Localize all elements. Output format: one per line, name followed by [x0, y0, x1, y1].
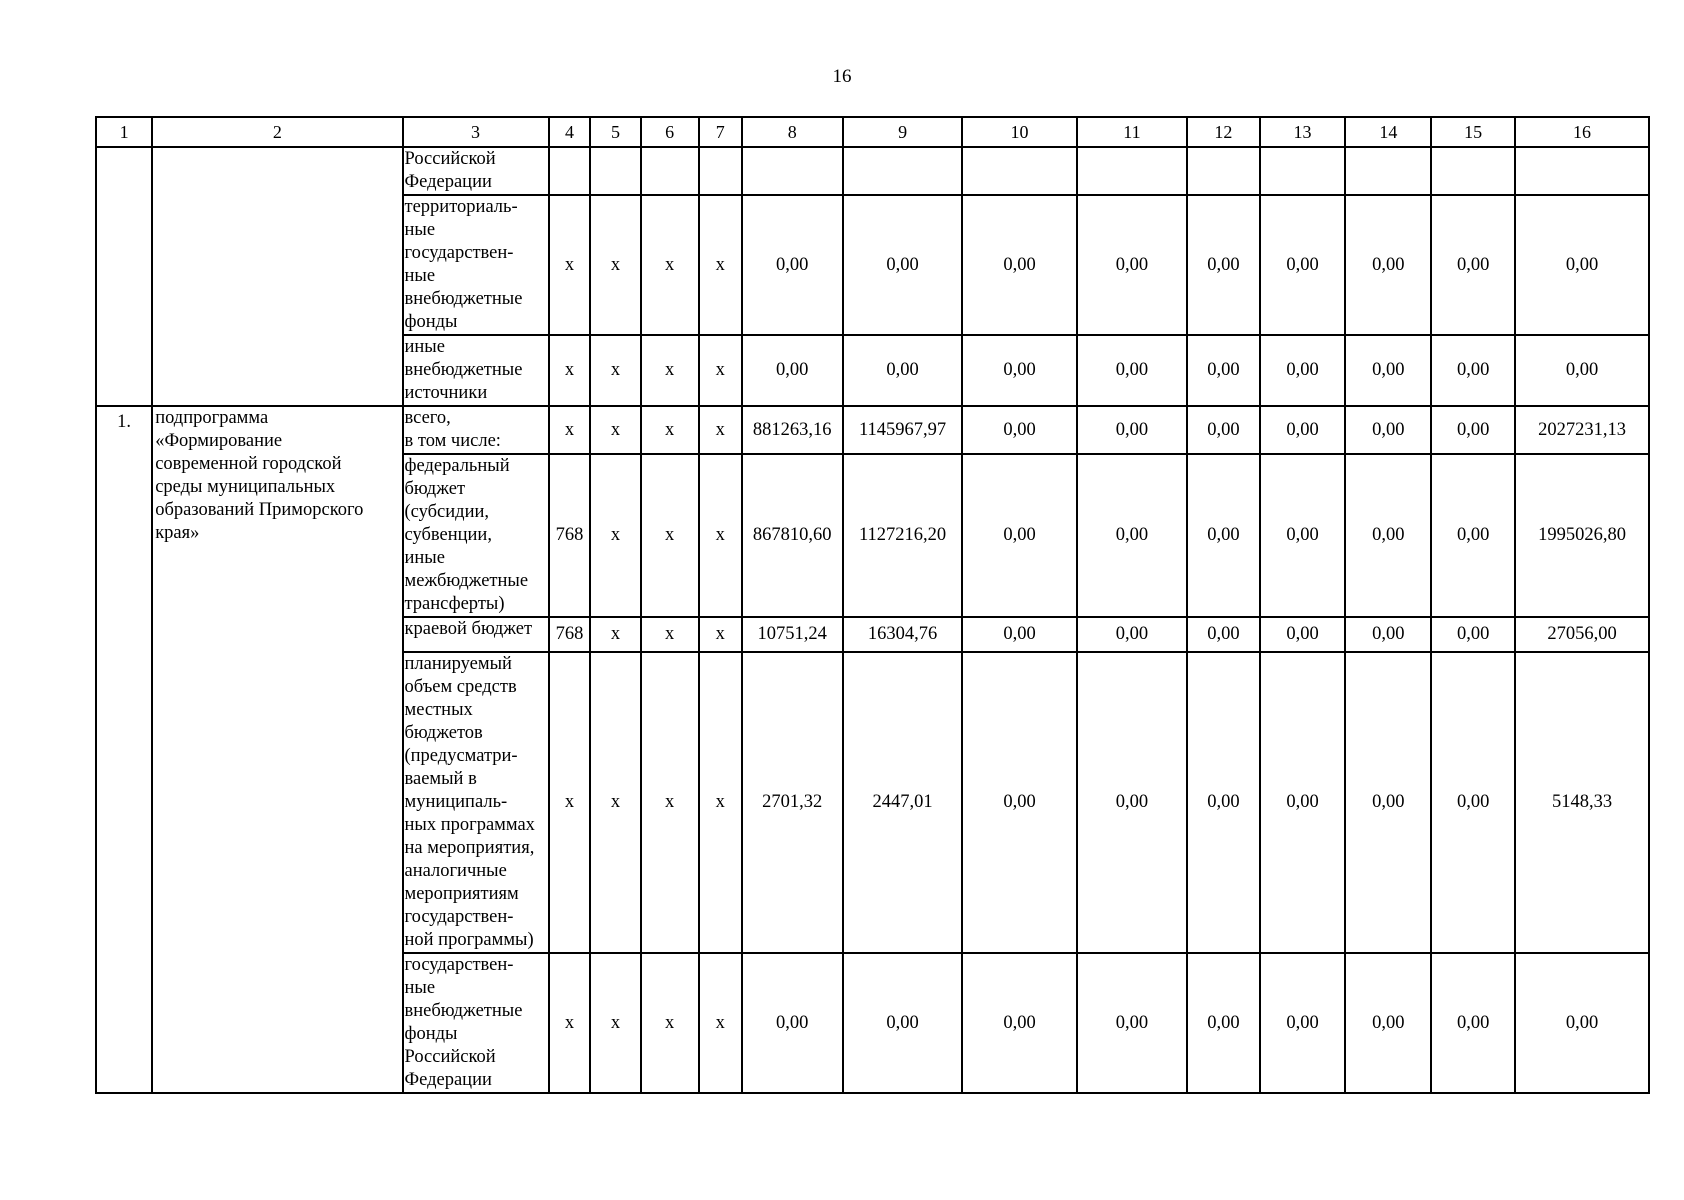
value-cell: 0,00	[1345, 652, 1431, 953]
value-cell: х	[641, 406, 699, 454]
header-cell: 12	[1187, 117, 1260, 147]
value-cell: 0,00	[1260, 335, 1346, 406]
value-cell: 0,00	[1260, 953, 1346, 1093]
value-cell: х	[549, 652, 591, 953]
header-cell: 2	[152, 117, 402, 147]
value-cell: х	[590, 953, 640, 1093]
value-cell: 881263,16	[742, 406, 843, 454]
value-cell: 0,00	[742, 335, 843, 406]
value-cell: 0,00	[1077, 195, 1187, 335]
value-cell: 0,00	[1187, 652, 1260, 953]
value-cell: 5148,33	[1515, 652, 1649, 953]
value-cell: 27056,00	[1515, 617, 1649, 652]
value-cell: 2027231,13	[1515, 406, 1649, 454]
value-cell	[590, 147, 640, 195]
value-cell: х	[549, 195, 591, 335]
program-name-cell	[152, 147, 402, 406]
value-cell: 0,00	[962, 335, 1076, 406]
table-body	[96, 117, 1649, 1093]
value-cell: 0,00	[962, 454, 1076, 617]
value-cell: 0,00	[1187, 454, 1260, 617]
header-cell: 4	[549, 117, 591, 147]
column-number-row	[96, 117, 1649, 147]
value-cell: х	[590, 617, 640, 652]
value-cell: 1995026,80	[1515, 454, 1649, 617]
value-cell	[1187, 147, 1260, 195]
value-cell: х	[549, 953, 591, 1093]
header-cell: 14	[1345, 117, 1431, 147]
table-row	[96, 406, 1649, 454]
table-row	[96, 147, 1649, 195]
value-cell: 0,00	[1187, 617, 1260, 652]
value-cell: 0,00	[1077, 953, 1187, 1093]
value-cell: 10751,24	[742, 617, 843, 652]
value-cell: х	[699, 953, 742, 1093]
value-cell: 0,00	[1431, 652, 1515, 953]
value-cell: 1127216,20	[843, 454, 963, 617]
header-cell: 7	[699, 117, 742, 147]
header-cell: 3	[403, 117, 549, 147]
value-cell: 0,00	[962, 406, 1076, 454]
header-cell: 5	[590, 117, 640, 147]
value-cell: х	[590, 652, 640, 953]
value-cell: 16304,76	[843, 617, 963, 652]
value-cell: 0,00	[1345, 953, 1431, 1093]
value-cell: х	[699, 617, 742, 652]
value-cell: 0,00	[1260, 454, 1346, 617]
value-cell: х	[699, 454, 742, 617]
header-cell: 6	[641, 117, 699, 147]
header-cell: 10	[962, 117, 1076, 147]
value-cell	[843, 147, 963, 195]
value-cell	[641, 147, 699, 195]
value-cell: 0,00	[1345, 195, 1431, 335]
value-cell: 0,00	[1345, 454, 1431, 617]
value-cell: 0,00	[962, 617, 1076, 652]
header-cell: 1	[96, 117, 152, 147]
funding-source-cell: государствен- ные внебюджетные фонды Российской Федерации	[403, 953, 549, 1093]
value-cell: 0,00	[1431, 617, 1515, 652]
funding-source-cell: территориаль- ные государствен- ные внебюджетные фонды	[403, 195, 549, 335]
subprogram-number: 1.	[96, 406, 152, 1093]
value-cell: х	[641, 652, 699, 953]
value-cell: х	[549, 335, 591, 406]
value-cell: 867810,60	[742, 454, 843, 617]
value-cell: 0,00	[1187, 335, 1260, 406]
value-cell: 0,00	[843, 335, 963, 406]
value-cell: х	[590, 335, 640, 406]
value-cell: х	[641, 953, 699, 1093]
value-cell: 0,00	[1515, 953, 1649, 1093]
value-cell	[1260, 147, 1346, 195]
funding-source-cell: Российской Федерации	[403, 147, 549, 195]
value-cell: 0,00	[1187, 406, 1260, 454]
header-cell: 11	[1077, 117, 1187, 147]
funding-source-cell: краевой бюджет	[403, 617, 549, 652]
value-cell: х	[641, 617, 699, 652]
value-cell: 0,00	[1077, 617, 1187, 652]
value-cell	[1345, 147, 1431, 195]
value-cell: 0,00	[742, 195, 843, 335]
value-cell: 0,00	[843, 195, 963, 335]
value-cell: 0,00	[742, 953, 843, 1093]
value-cell: 0,00	[962, 195, 1076, 335]
value-cell	[1077, 147, 1187, 195]
value-cell: х	[590, 454, 640, 617]
header-cell: 16	[1515, 117, 1649, 147]
funding-source-cell: иные внебюджетные источники	[403, 335, 549, 406]
value-cell: х	[641, 335, 699, 406]
value-cell: х	[699, 195, 742, 335]
value-cell: 2701,32	[742, 652, 843, 953]
value-cell: х	[590, 406, 640, 454]
value-cell: 1145967,97	[843, 406, 963, 454]
value-cell: х	[699, 335, 742, 406]
value-cell: 0,00	[962, 953, 1076, 1093]
value-cell	[1515, 147, 1649, 195]
value-cell	[549, 147, 591, 195]
value-cell: х	[699, 652, 742, 953]
funding-source-cell: федеральный бюджет (субсидии, субвенции, иные межбюджетные трансферты)	[403, 454, 549, 617]
value-cell: 0,00	[1431, 953, 1515, 1093]
row-number-cell	[96, 147, 152, 406]
header-cell: 9	[843, 117, 963, 147]
value-cell: 0,00	[1431, 406, 1515, 454]
value-cell: 0,00	[1431, 454, 1515, 617]
value-cell: 0,00	[1260, 652, 1346, 953]
value-cell: 0,00	[1431, 335, 1515, 406]
value-cell: 0,00	[1077, 335, 1187, 406]
value-cell: х	[641, 454, 699, 617]
value-cell: 2447,01	[843, 652, 963, 953]
value-cell: 0,00	[1187, 953, 1260, 1093]
value-cell: 768	[549, 617, 591, 652]
header-cell: 8	[742, 117, 843, 147]
subprogram-name: подпрограмма «Формирование современной городской среды муниципальных образований Приморского края»	[152, 406, 402, 1093]
value-cell: 0,00	[1077, 652, 1187, 953]
value-cell: 0,00	[1260, 617, 1346, 652]
value-cell: 0,00	[1515, 195, 1649, 335]
value-cell: 0,00	[843, 953, 963, 1093]
value-cell: 0,00	[1431, 195, 1515, 335]
budget-table	[95, 116, 1650, 1094]
value-cell	[742, 147, 843, 195]
header-cell: 15	[1431, 117, 1515, 147]
value-cell	[699, 147, 742, 195]
value-cell: 0,00	[1260, 195, 1346, 335]
funding-source-cell: всего, в том числе:	[403, 406, 549, 454]
value-cell: 0,00	[1345, 406, 1431, 454]
value-cell: х	[590, 195, 640, 335]
value-cell: 0,00	[962, 652, 1076, 953]
page-number: 16	[832, 66, 852, 87]
funding-source-cell: планируемый объем средств местных бюджетов (предусматри- ваемый в муниципаль- ных программах на мероприятия, аналогичные мероприятиям государствен- ной программы)	[403, 652, 549, 953]
value-cell: 0,00	[1077, 454, 1187, 617]
value-cell: 0,00	[1077, 406, 1187, 454]
value-cell: 768	[549, 454, 591, 617]
header-cell: 13	[1260, 117, 1346, 147]
value-cell: 0,00	[1345, 335, 1431, 406]
value-cell: 0,00	[1260, 406, 1346, 454]
value-cell: х	[549, 406, 591, 454]
value-cell: 0,00	[1187, 195, 1260, 335]
value-cell: х	[641, 195, 699, 335]
value-cell	[962, 147, 1076, 195]
value-cell: 0,00	[1515, 335, 1649, 406]
value-cell: 0,00	[1345, 617, 1431, 652]
value-cell: х	[699, 406, 742, 454]
value-cell	[1431, 147, 1515, 195]
